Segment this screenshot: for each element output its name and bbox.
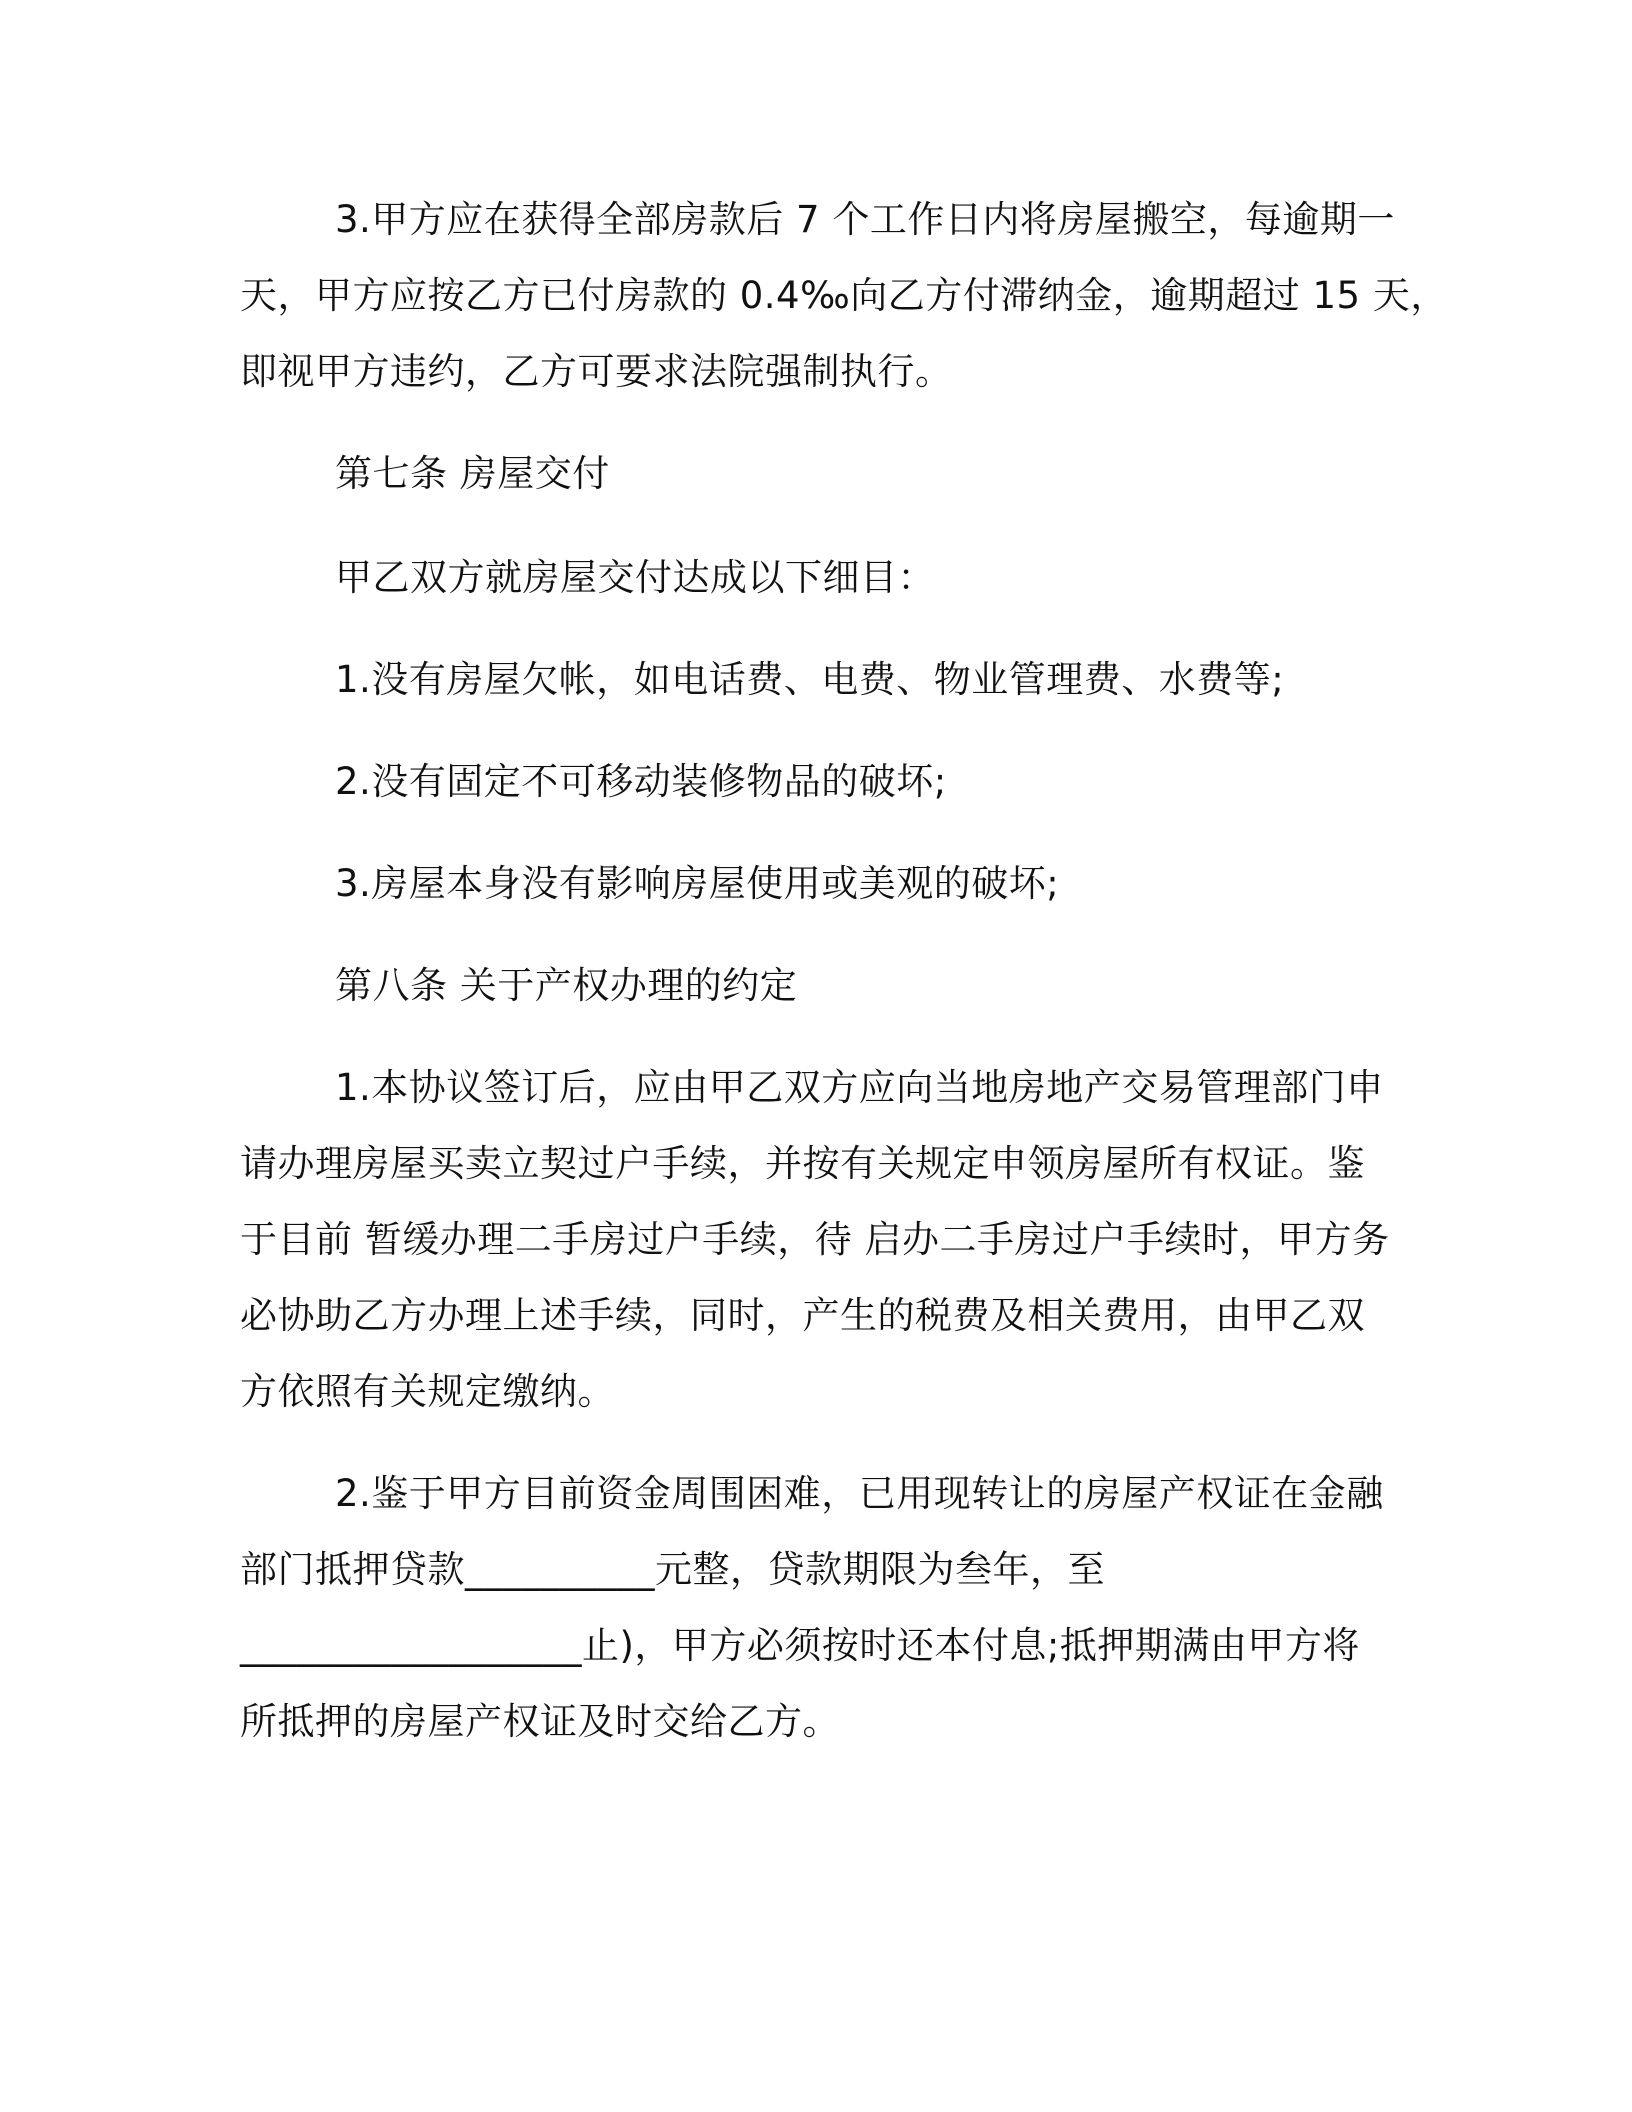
list-item: 2.没有固定不可移动装修物品的破坏; xyxy=(335,760,947,803)
paragraph-line: __________________止)，甲方必须按时还本付息;抵押期满由甲方将 xyxy=(240,1624,1360,1667)
list-item: 3.房屋本身没有影响房屋使用或美观的破坏; xyxy=(335,862,1060,905)
paragraph-line: 天，甲方应按乙方已付房款的 0.4‰向乙方付滞纳金，逾期超过 15 天， xyxy=(240,274,1448,317)
paragraph-line: 2.鉴于甲方目前资金周围困难，已用现转让的房屋产权证在金融 xyxy=(335,1472,1384,1515)
paragraph-line: 所抵押的房屋产权证及时交给乙方。 xyxy=(240,1700,840,1743)
list-item: 1.没有房屋欠帐，如电话费、电费、物业管理费、水费等; xyxy=(335,658,1285,701)
paragraph-line: 3.甲方应在获得全部房款后 7 个工作日内将房屋搬空，每逾期一 xyxy=(335,198,1395,241)
paragraph-line: 于目前 暂缓办理二手房过户手续，待 启办二手房过户手续时，甲方务 xyxy=(240,1218,1390,1261)
paragraph-line: 甲乙双方就房屋交付达成以下细目： xyxy=(335,556,935,599)
paragraph-line: 方依照有关规定缴纳。 xyxy=(240,1370,615,1413)
paragraph-line: 必协助乙方办理上述手续，同时，产生的税费及相关费用，由甲乙双 xyxy=(240,1294,1365,1337)
paragraph-line: 部门抵押贷款__________元整，贷款期限为叁年，至 xyxy=(240,1548,1105,1591)
paragraph-line: 请办理房屋买卖立契过户手续，并按有关规定申领房屋所有权证。鉴 xyxy=(240,1142,1365,1185)
section-heading: 第八条 关于产权办理的约定 xyxy=(335,964,798,1007)
paragraph-line: 即视甲方违约，乙方可要求法院强制执行。 xyxy=(240,350,953,393)
paragraph-line: 1.本协议签订后，应由甲乙双方应向当地房地产交易管理部门申 xyxy=(335,1066,1384,1109)
section-heading: 第七条 房屋交付 xyxy=(335,452,610,495)
